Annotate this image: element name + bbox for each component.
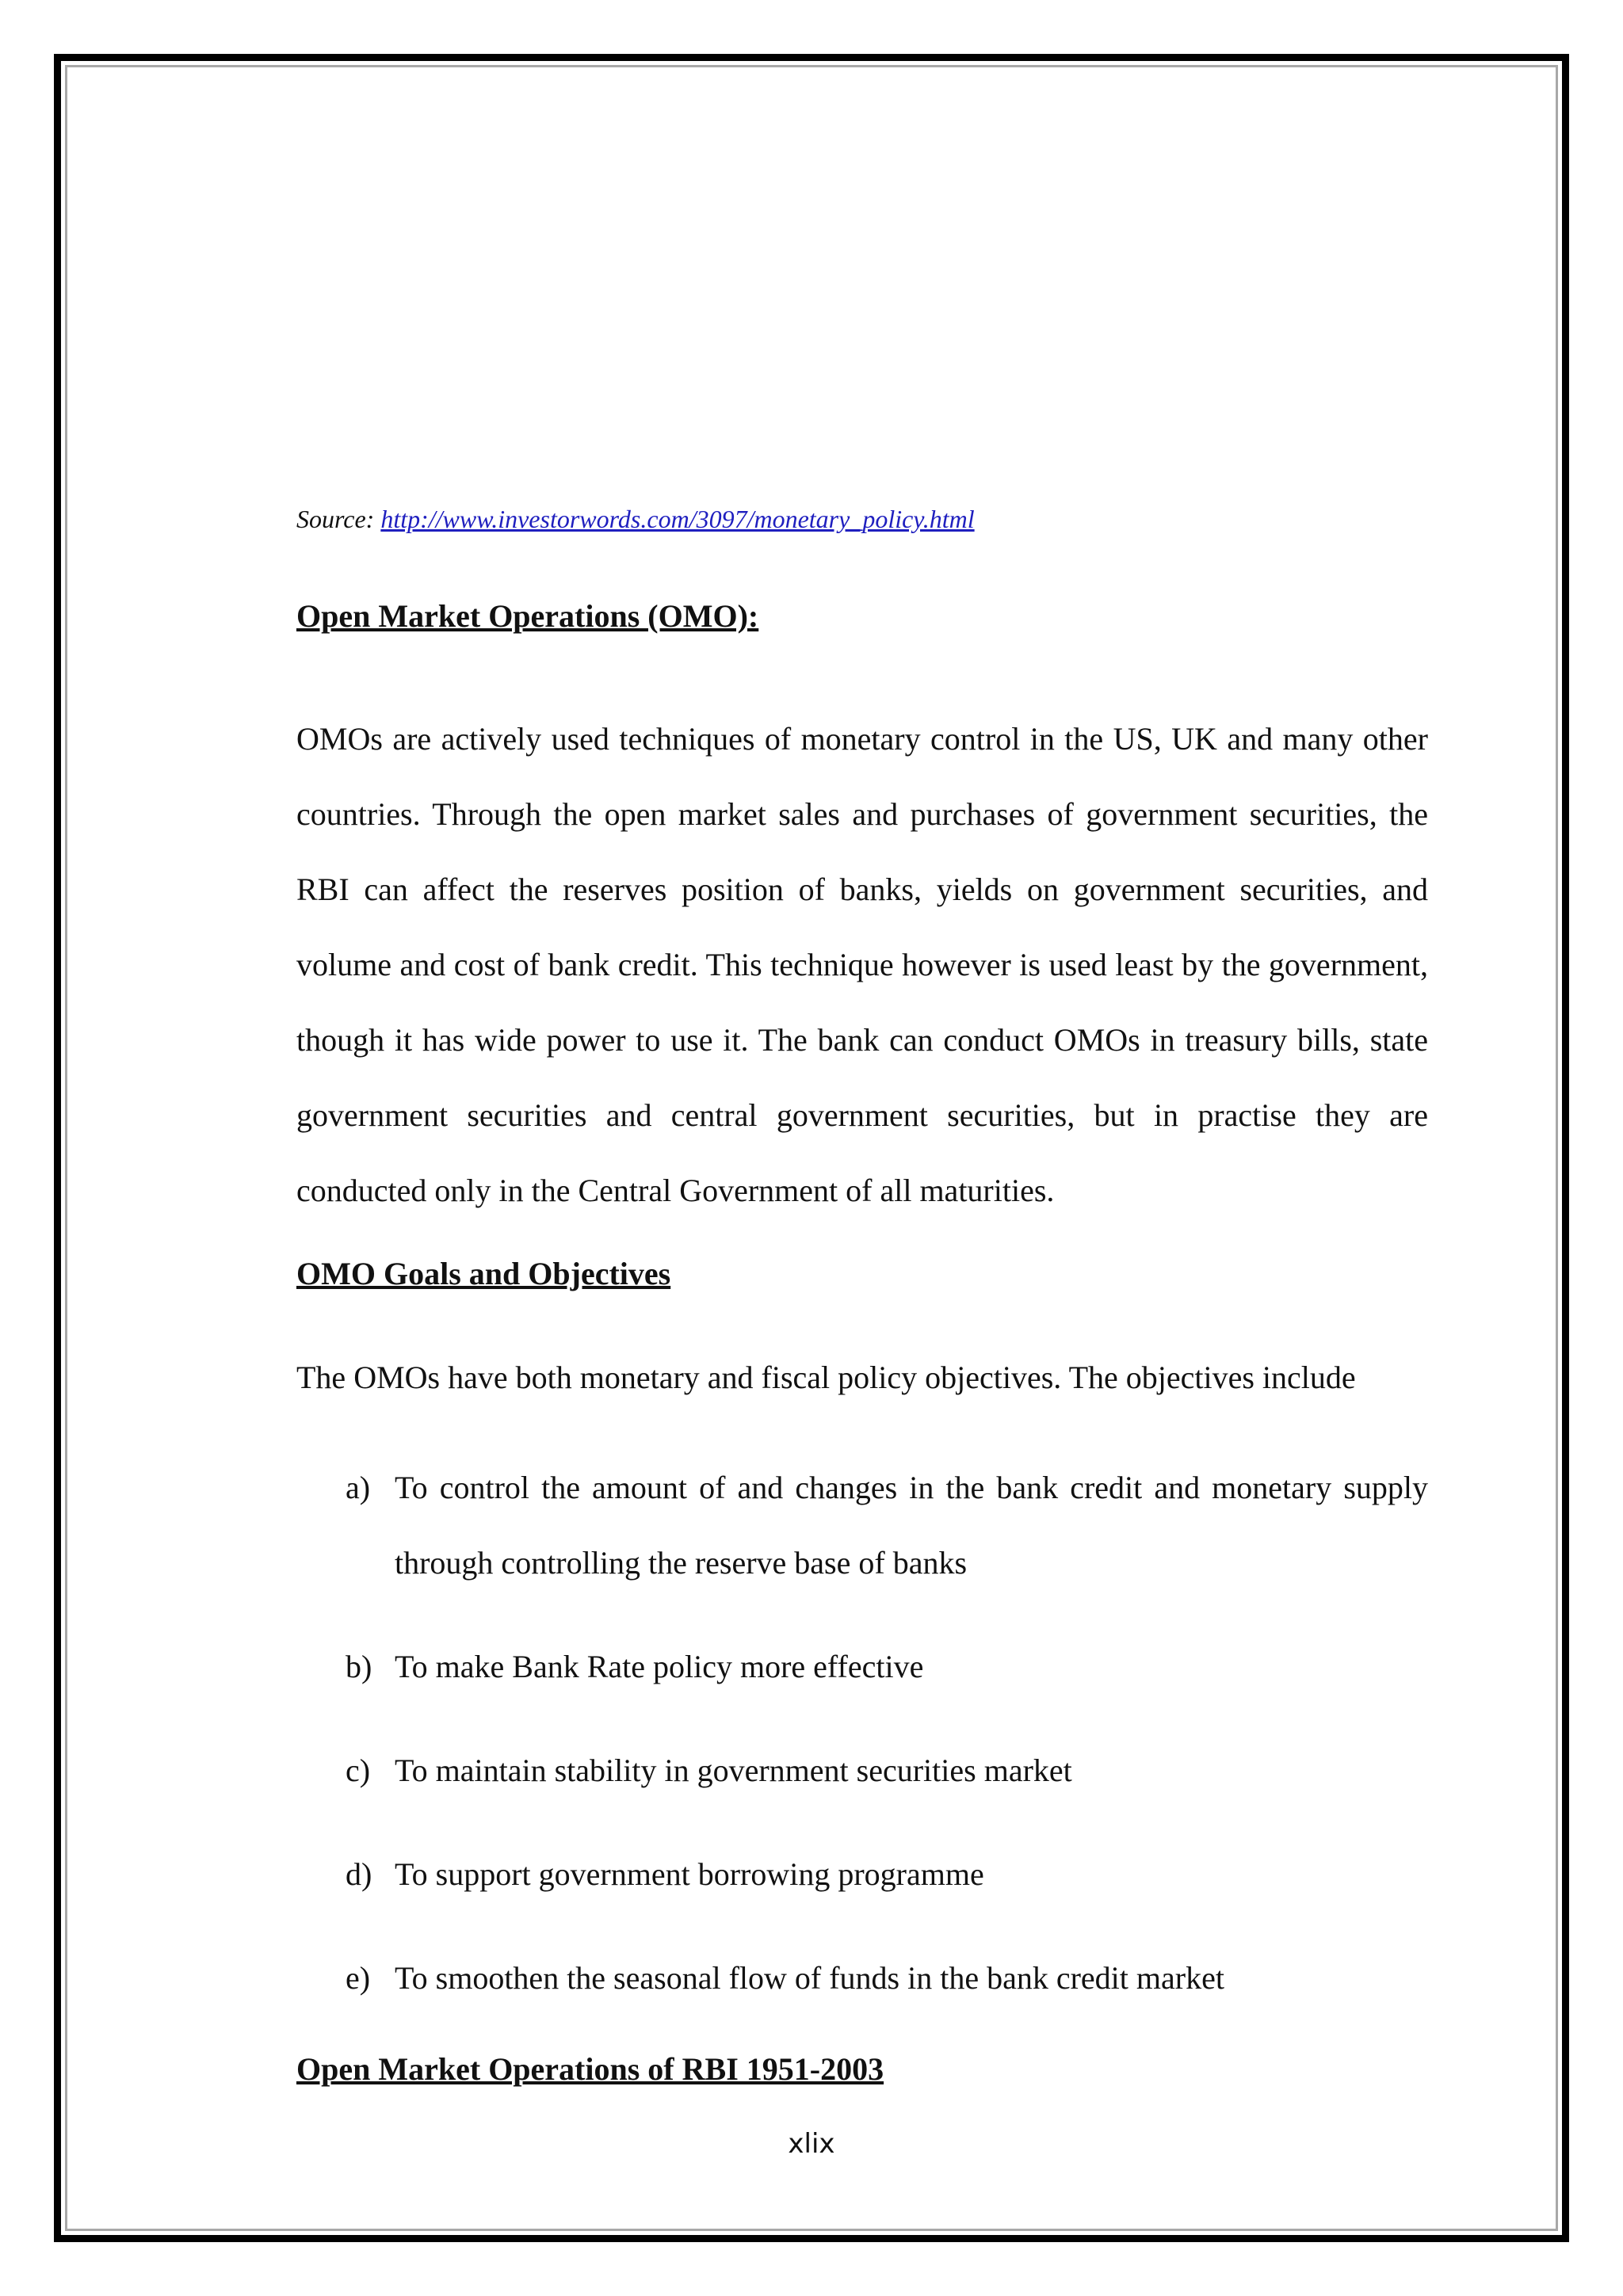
- list-marker: e): [346, 1960, 371, 1996]
- list-marker: a): [346, 1470, 371, 1505]
- heading-omo-history: Open Market Operations of RBI 1951-2003: [296, 2051, 884, 2087]
- list-item-text: To make Bank Rate policy more effective: [395, 1649, 924, 1684]
- heading-omo-goals: OMO Goals and Objectives: [296, 1256, 671, 1291]
- list-marker: d): [346, 1856, 372, 1892]
- list-item-text: To maintain stability in government securities market: [395, 1753, 1072, 1788]
- source-label: Source:: [296, 505, 381, 533]
- omo-paragraph: OMOs are actively used techniques of monetary control in the US, UK and many other countries. Through the open market sales and purchases of government securities, the RBI can affect the reserves position of banks, yields on government securities, and volume and cost of bank credit. This technique however is used least by the government, though it has wide power to use it. The bank can conduct OMOs in treasury bills, state government securities and central government securities, but in practise they are conducted only in the Central Government of all maturities.: [296, 721, 1428, 1208]
- list-marker: c): [346, 1753, 371, 1788]
- objectives-list: [346, 1450, 1428, 2044]
- source-link[interactable]: http://www.investorwords.com/3097/monetary_policy.html: [380, 505, 975, 533]
- list-item: [346, 1629, 1428, 1704]
- list-marker: b): [346, 1649, 372, 1684]
- list-item-text: To support government borrowing programme: [395, 1856, 984, 1892]
- page-number: xlix: [788, 2128, 835, 2160]
- goals-intro: The OMOs have both monetary and fiscal policy objectives. The objectives include: [296, 1360, 1356, 1395]
- heading-open-market-operations: Open Market Operations (OMO):: [296, 598, 759, 634]
- list-item: [346, 1940, 1428, 2016]
- list-item: [346, 1450, 1428, 1600]
- list-item-text: To control the amount of and changes in the bank credit and monetary supply through controlling the reserve base of banks: [395, 1470, 1428, 1581]
- list-item-text: To smoothen the seasonal flow of funds in the bank credit market: [395, 1960, 1224, 1996]
- list-item: [346, 1836, 1428, 1912]
- list-item: [346, 1733, 1428, 1808]
- source-citation: [296, 505, 975, 534]
